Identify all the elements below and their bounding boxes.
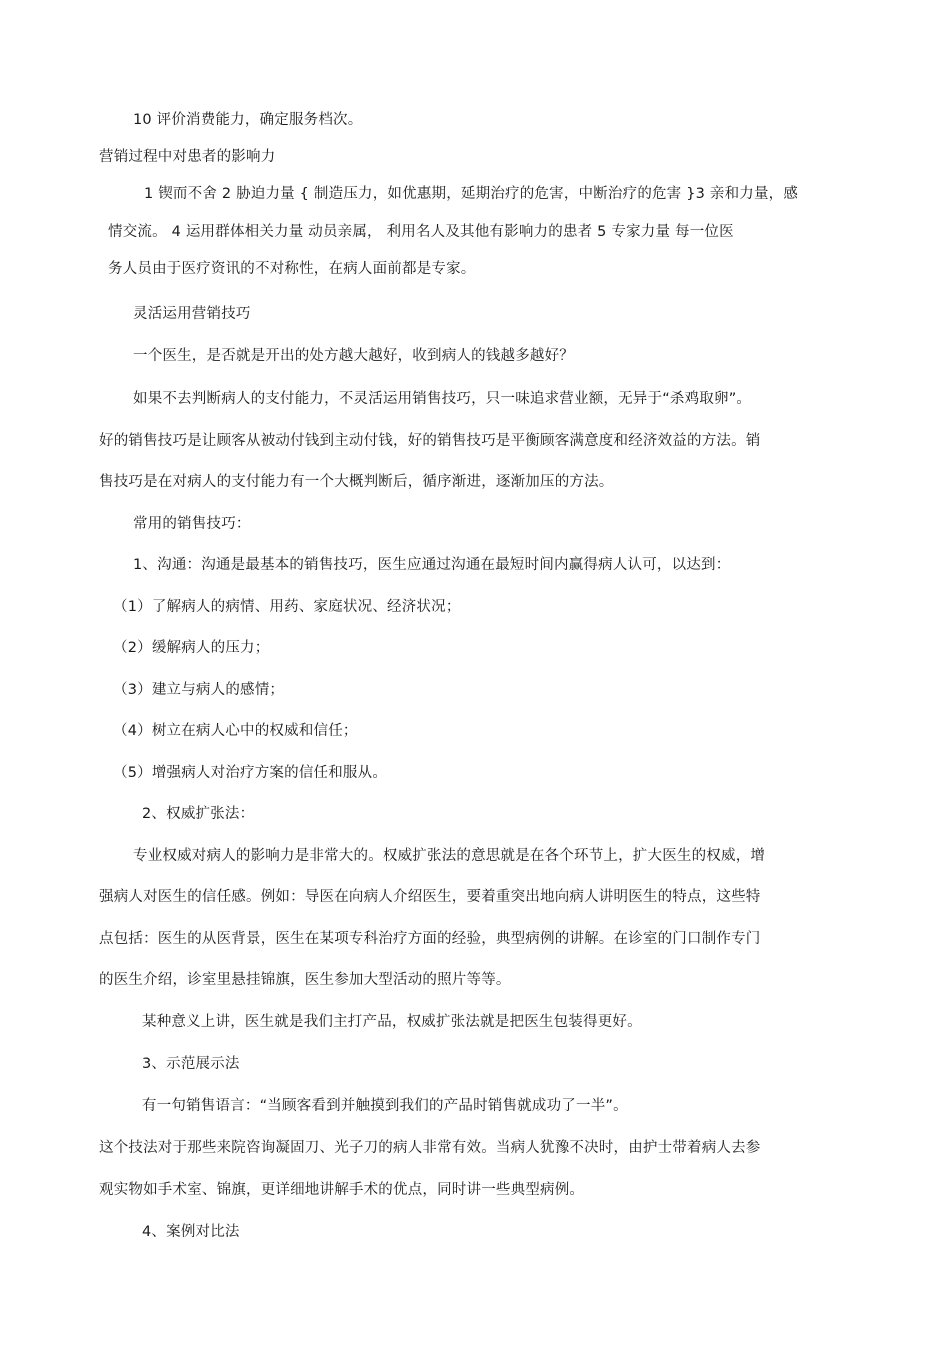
paragraph-line: 有一句销售语言：“当顾客看到并触摸到我们的产品时销售就成功了一半”。 [142, 1098, 628, 1114]
list-item: （5）增强病人对治疗方案的信任和服从。 [113, 765, 388, 781]
paragraph-line: 如果不去判断病人的支付能力，不灵活运用销售技巧，只一味追求营业额，无异于“杀鸡取卵”。 [133, 391, 752, 407]
paragraph-line: 好的销售技巧是让顾客从被动付钱到主动付钱，好的销售技巧是平衡顾客满意度和经济效益的方法。销 [99, 433, 761, 449]
paragraph-line: 观实物如手术室、锦旗，更详细地讲解手术的优点，同时讲一些典型病例。 [99, 1182, 585, 1198]
section-heading: 3、示范展示法 [142, 1056, 240, 1072]
section-heading: 常用的销售技巧： [133, 516, 251, 532]
paragraph-line: 强病人对医生的信任感。例如：导医在向病人介绍医生，要着重突出地向病人讲明医生的特点，这些特 [99, 889, 761, 905]
paragraph-line: 1、沟通：沟通是最基本的销售技巧，医生应通过沟通在最短时间内赢得病人认可，以达到： [133, 557, 731, 573]
paragraph-line: 点包括：医生的从医背景，医生在某项专科治疗方面的经验，典型病例的讲解。在诊室的门口制作专门 [99, 931, 761, 947]
list-item: （4）树立在病人心中的权威和信任； [113, 723, 358, 739]
paragraph-line: 一个医生，是否就是开出的处方越大越好，收到病人的钱越多越好？ [133, 348, 574, 364]
section-heading: 灵活运用营销技巧 [133, 306, 251, 322]
paragraph-line: 售技巧是在对病人的支付能力有一个大概判断后，循序渐进，逐渐加压的方法。 [99, 474, 614, 490]
list-item: （1）了解病人的病情、用药、家庭状况、经济状况； [113, 599, 461, 615]
paragraph-line: 10 评价消费能力，确定服务档次。 [133, 112, 363, 128]
section-heading: 2、权威扩张法： [142, 806, 255, 822]
list-item: （2）缓解病人的压力； [113, 640, 270, 656]
paragraph-line: 1 锲而不舍 2 胁迫力量 { 制造压力，如优惠期，延期治疗的危害，中断治疗的危害 }3 亲和力量，感 [144, 186, 799, 202]
paragraph-line: 情交流。 4 运用群体相关力量 动员亲属， 利用名人及其他有影响力的患者 5 专家力量 每一位医 [108, 224, 734, 240]
paragraph-line: 务人员由于医疗资讯的不对称性，在病人面前都是专家。 [108, 261, 476, 277]
paragraph-line: 某种意义上讲，医生就是我们主打产品，权威扩张法就是把医生包装得更好。 [142, 1014, 642, 1030]
paragraph-line: 的医生介绍，诊室里悬挂锦旗，医生参加大型活动的照片等等。 [99, 972, 511, 988]
section-heading: 营销过程中对患者的影响力 [99, 149, 276, 165]
paragraph-line: 这个技法对于那些来院咨询凝固刀、光子刀的病人非常有效。当病人犹豫不决时，由护士带着病人去参 [99, 1140, 761, 1156]
paragraph-line: 专业权威对病人的影响力是非常大的。权威扩张法的意思就是在各个环节上，扩大医生的权威，增 [133, 848, 766, 864]
section-heading: 4、案例对比法 [142, 1224, 240, 1240]
list-item: （3）建立与病人的感情； [113, 682, 285, 698]
